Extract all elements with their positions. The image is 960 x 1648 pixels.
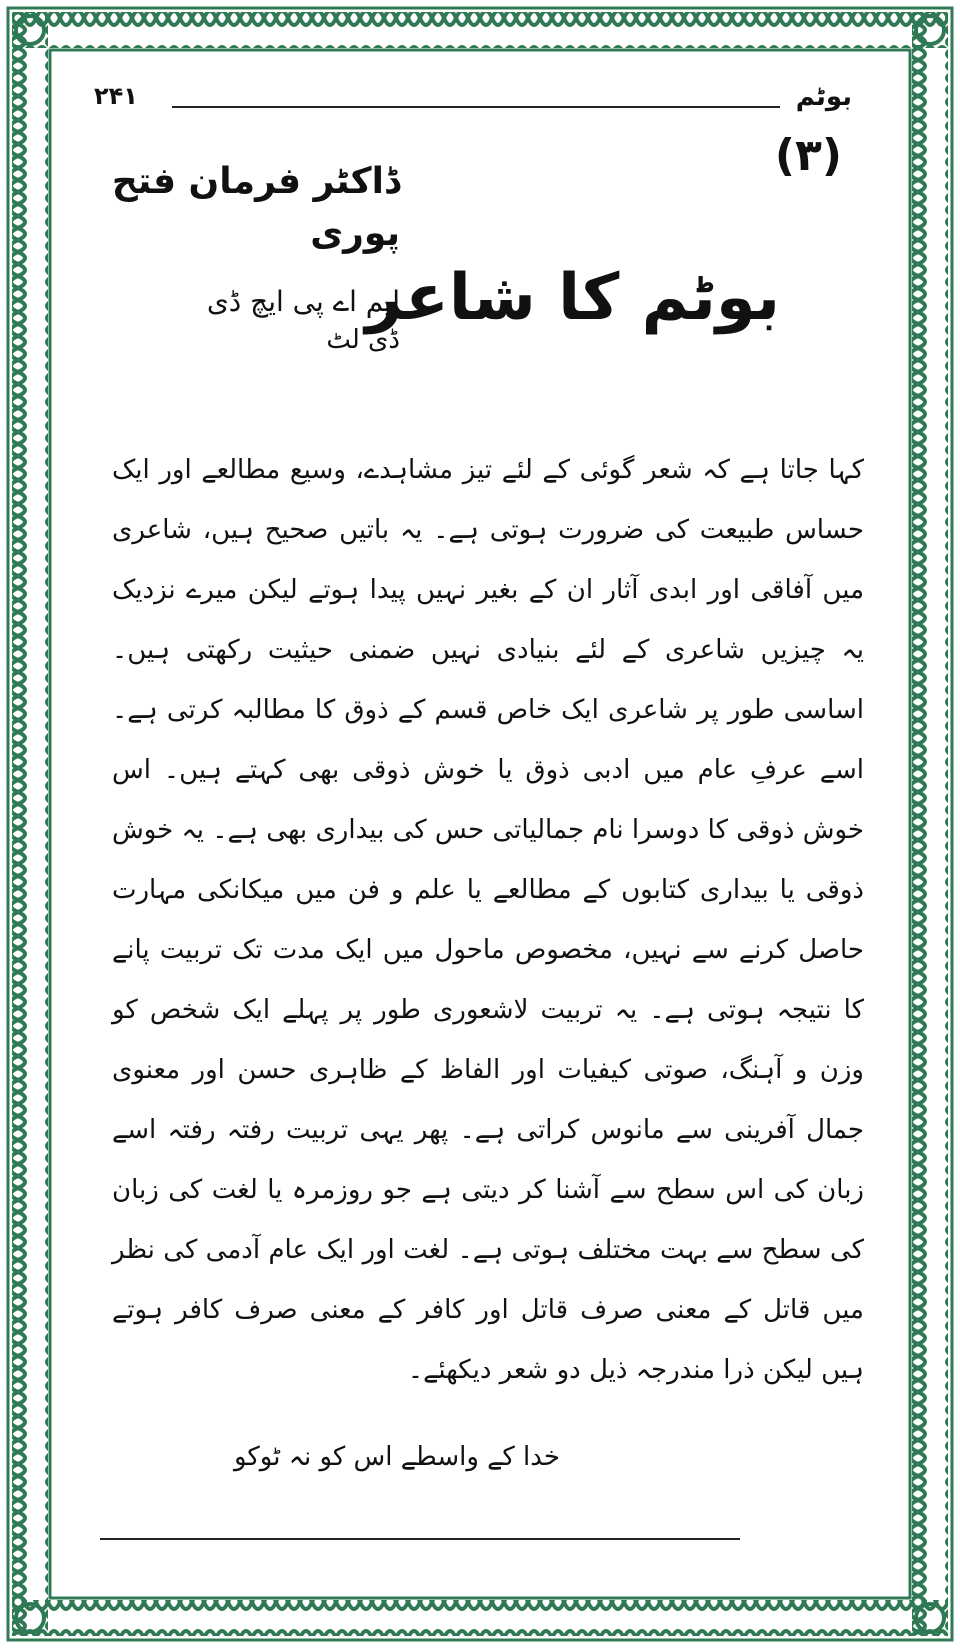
- page-number: ۲۴۱: [94, 82, 138, 110]
- page-content: [60, 60, 900, 1588]
- essay-title: بوٹم کا شاعر: [365, 261, 780, 335]
- verse-line: خدا کے واسطے اس کو نہ ٹوکو: [234, 1442, 560, 1472]
- footer-rule: [100, 1538, 740, 1540]
- running-title: بوٹم: [795, 82, 852, 112]
- chapter-number: (۳): [774, 130, 842, 181]
- author-block: [100, 156, 400, 358]
- author-degree-dlitt: ڈی لٹ: [326, 325, 400, 355]
- page-header: [60, 82, 900, 112]
- body-text: [112, 440, 864, 1400]
- header-rule: [172, 106, 780, 108]
- body-paragraph: کہا جاتا ہے کہ شعر گوئی کے لئے تیز مشاہدے، وسیع مطالعے اور ایک حساس طبیعت کی ضرورت ہوتی ہے۔ یہ باتیں صحیح ہیں، شاعری میں آفاقی اور ابدی آثار ان کے بغیر نہیں پیدا ہوتے لیکن میرے نزدیک یہ چیزیں شاعری کے لئے بنیادی نہیں ضمنی حیثیت رکھتی ہیں۔ اساسی طور پر شاعری ایک خاص قسم کے ذوق کا مطالبہ کرتی ہے۔ اسے عرفِ عام میں ادبی ذوق یا خوش ذوقی بھی کہتے ہیں۔ اس خوش ذوقی کا دوسرا نام جمالیاتی حس کی بیداری بھی ہے۔ یہ خوش ذوقی یا بیداری کتابوں کے مطالعے یا علم و فن میں میکانکی مہارت حاصل کرنے سے نہیں، مخصوص ماحول میں ایک مدت تک تربیت پانے کا نتیجہ ہوتی ہے۔ یہ تربیت لاشعوری طور پر پہلے ایک شخص کو وزن و آہنگ، صوتی کیفیات اور الفاظ کے ظاہری حسن اور معنوی جمال آفرینی سے مانوس کراتی ہے۔ پھر یہی تربیت رفتہ رفتہ اسے زبان کی اس سطح سے آشنا کر دیتی ہے جو روزمرہ یا لغت کی زبان کی سطح سے بہت مختلف ہوتی ہے۔ لغت اور ایک عام آدمی کی نظر میں قاتل کے معنی صرف قاتل اور کافر کے معنی صرف کافر ہوتے ہیں لیکن ذرا مندرجہ ذیل دو شعر دیکھئے۔: [112, 455, 864, 1385]
- author-name: ڈاکٹر فرمان فتح پوری: [111, 161, 400, 254]
- author-degree: ایم اے پی ایچ ڈی: [206, 285, 400, 318]
